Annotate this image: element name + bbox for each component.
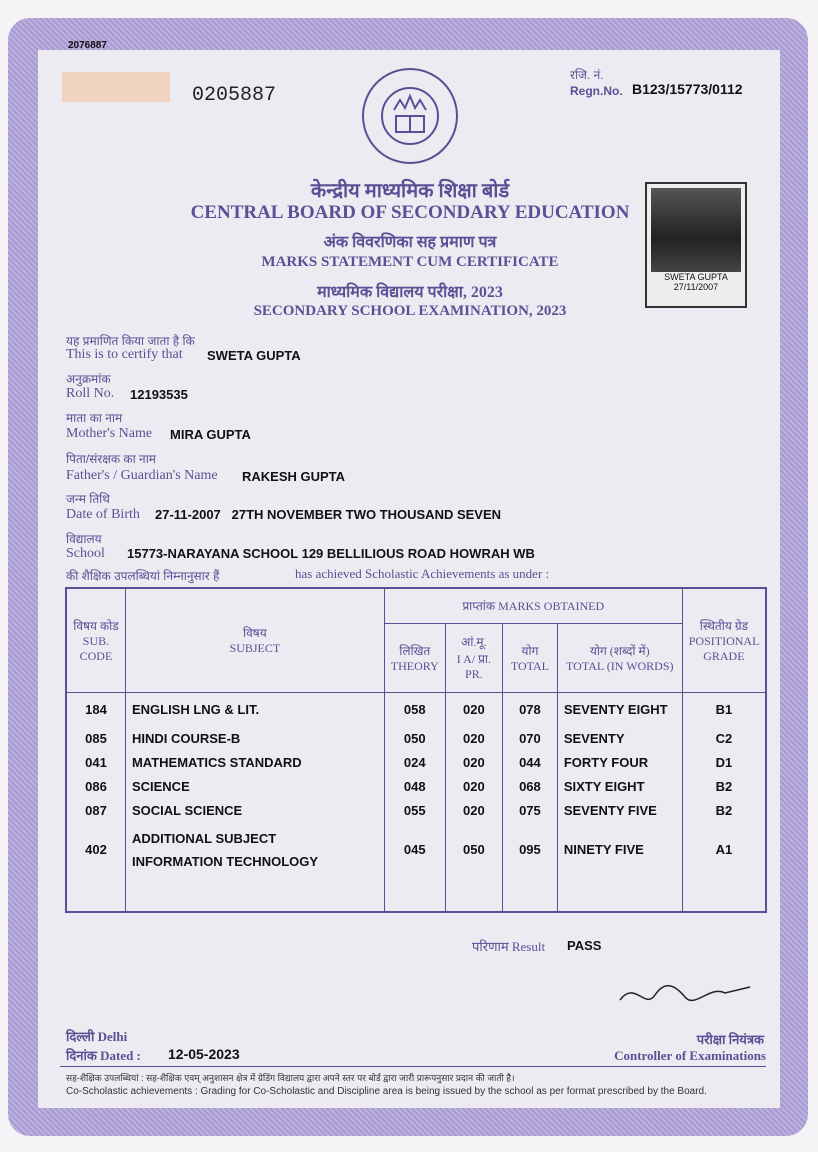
- cell-grade: A1: [682, 822, 766, 877]
- controller-label-hi: परीक्षा नियंत्रक: [696, 1032, 764, 1047]
- cell-words: FORTY FOUR: [557, 750, 682, 774]
- certify-label-hi: यह प्रमाणित किया जाता है कि: [66, 334, 195, 348]
- header-total: योग TOTAL: [503, 623, 558, 692]
- dob-label: Date of Birth: [66, 507, 140, 522]
- header-theory: लिखित THEORY: [384, 623, 445, 692]
- cell-theory: 050: [384, 726, 445, 750]
- cell-ia: 050: [445, 822, 502, 877]
- subject-name: INFORMATION TECHNOLOGY: [131, 853, 319, 869]
- cell-words: SIXTY EIGHT: [557, 774, 682, 798]
- header-subject: विषय SUBJECT: [125, 588, 384, 692]
- father-label-hi: पिता/संरक्षक का नाम: [66, 452, 156, 466]
- cell-ia: 020: [445, 750, 502, 774]
- school-label: School: [66, 546, 105, 561]
- roll-number: 12193535: [130, 387, 188, 402]
- table-row: [66, 726, 766, 750]
- cell-subject: SOCIAL SCIENCE: [125, 798, 384, 822]
- photo-date: 27/11/2007: [673, 282, 719, 292]
- school-value: 15773-NARAYANA SCHOOL 129 BELLILIOUS ROAD HOWRAH WB: [127, 546, 535, 561]
- cell-total: 078: [503, 692, 558, 726]
- controller-label: Controller of Examinations: [614, 1048, 766, 1063]
- cell-subject: HINDI COURSE-B: [125, 726, 384, 750]
- cell-code: 402: [66, 822, 125, 877]
- dated-value: 12-05-2023: [168, 1046, 240, 1062]
- cell-code: 041: [66, 750, 125, 774]
- book-lamp-icon: [380, 86, 440, 146]
- cell-subject: ENGLISH LNG & LIT.: [125, 692, 384, 726]
- cell-total: 044: [503, 750, 558, 774]
- cell-ia: 020: [445, 774, 502, 798]
- school-label-hi: विद्यालय: [66, 532, 102, 546]
- student-name: SWETA GUPTA: [207, 348, 301, 363]
- cell-subject: SCIENCE: [125, 774, 384, 798]
- cell-words: SEVENTY EIGHT: [557, 692, 682, 726]
- header-ia: आं.मू. I A/ प्रा. PR.: [445, 623, 502, 692]
- table-row: [66, 692, 766, 726]
- header-code: विषय कोड SUB. CODE: [66, 588, 125, 692]
- exam-title-hindi: माध्यमिक विद्यालय परीक्षा, 2023: [317, 284, 503, 301]
- marks-table: [65, 587, 767, 913]
- mother-label-hi: माता का नाम: [66, 411, 123, 425]
- serial-top: 2076887: [68, 40, 107, 51]
- footer-divider: [60, 1066, 766, 1067]
- cell-code: 085: [66, 726, 125, 750]
- table-row: [66, 750, 766, 774]
- cell-theory: 045: [384, 822, 445, 877]
- cell-grade: B2: [682, 774, 766, 798]
- roll-label-hi: अनुक्रमांक: [66, 372, 111, 386]
- cell-grade: C2: [682, 726, 766, 750]
- table-row: [66, 798, 766, 822]
- cell-code: 086: [66, 774, 125, 798]
- father-label: Father's / Guardian's Name: [66, 468, 218, 483]
- dob-value: 27-11-2007 27TH NOVEMBER TWO THOUSAND SEVEN: [155, 507, 502, 522]
- certify-label: This is to certify that: [66, 347, 183, 362]
- table-row: [66, 774, 766, 798]
- cell-subject: [125, 822, 384, 877]
- header-grade: स्थितीय ग्रेड POSITIONAL GRADE: [682, 588, 766, 692]
- cell-theory: 055: [384, 798, 445, 822]
- certificate-number: 0205887: [192, 84, 277, 107]
- cell-code: 087: [66, 798, 125, 822]
- board-name: CENTRAL BOARD OF SECONDARY EDUCATION: [190, 202, 630, 223]
- table-filler: [66, 877, 766, 912]
- cell-ia: 020: [445, 798, 502, 822]
- cell-grade: B1: [682, 692, 766, 726]
- dob-label-hi: जन्म तिथि: [66, 492, 110, 506]
- signature: [615, 975, 755, 1015]
- cell-total: 070: [503, 726, 558, 750]
- doc-title-hindi: अंक विवरणिका सह प्रमाण पत्र: [323, 234, 497, 251]
- cell-subject: MATHEMATICS STANDARD: [125, 750, 384, 774]
- place: दिल्ली Delhi: [66, 1029, 128, 1044]
- cell-theory: 024: [384, 750, 445, 774]
- cell-grade: D1: [682, 750, 766, 774]
- header-marks: प्राप्तांक MARKS OBTAINED: [384, 588, 682, 623]
- dated-label: दिनांक Dated :: [66, 1048, 141, 1063]
- cell-theory: 058: [384, 692, 445, 726]
- result-value: PASS: [567, 938, 602, 953]
- cell-theory: 048: [384, 774, 445, 798]
- cell-total: 068: [503, 774, 558, 798]
- cell-ia: 020: [445, 692, 502, 726]
- regn-label-hi: रजि. नं.: [570, 68, 604, 82]
- cell-words: SEVENTY: [557, 726, 682, 750]
- cell-total: 095: [503, 822, 558, 877]
- achieved-label: has achieved Scholastic Achievements as under :: [295, 566, 550, 581]
- note: Co-Scholastic achievements : Grading for Co-Scholastic and Discipline area is being issued by the school as per format prescribed by the Board.: [66, 1086, 707, 1097]
- note-hindi: सह-शैक्षिक उपलब्धियां : सह-शैक्षिक एवम् अनुशासन क्षेत्र में ग्रेडिंग विद्यालय द्वारा अपने स्तर पर बोर्ड द्वारा जारी प्रारूपनुसार प्रदान की जाती है।: [66, 1073, 515, 1083]
- student-photo: [645, 182, 747, 308]
- mother-label: Mother's Name: [66, 426, 153, 441]
- father-name: RAKESH GUPTA: [242, 469, 346, 484]
- cell-grade: B2: [682, 798, 766, 822]
- cell-total: 075: [503, 798, 558, 822]
- cell-ia: 020: [445, 726, 502, 750]
- additional-label: ADDITIONAL SUBJECT: [131, 830, 277, 846]
- stamp-mark: [62, 72, 170, 102]
- cbse-logo: [362, 68, 458, 164]
- doc-title: MARKS STATEMENT CUM CERTIFICATE: [261, 254, 559, 270]
- photo-image: [651, 188, 741, 272]
- header-words: योग (शब्दों में) TOTAL (IN WORDS): [557, 623, 682, 692]
- mother-name: MIRA GUPTA: [170, 427, 251, 442]
- cell-words: NINETY FIVE: [557, 822, 682, 877]
- regn-value: B123/15773/0112: [632, 81, 743, 97]
- cell-code: 184: [66, 692, 125, 726]
- table-row: [66, 822, 766, 877]
- photo-name: SWETA GUPTA: [664, 272, 728, 282]
- cell-words: SEVENTY FIVE: [557, 798, 682, 822]
- board-name-hindi: केन्द्रीय माध्यमिक शिक्षा बोर्ड: [310, 180, 510, 202]
- exam-title: SECONDARY SCHOOL EXAMINATION, 2023: [253, 303, 567, 319]
- regn-label: Regn.No.: [570, 84, 623, 98]
- achieved-label-hi: की शैक्षिक उपलब्धियां निम्नानुसार हैं: [66, 569, 220, 583]
- result-label: परिणाम Result: [472, 939, 546, 954]
- roll-label: Roll No.: [66, 386, 115, 401]
